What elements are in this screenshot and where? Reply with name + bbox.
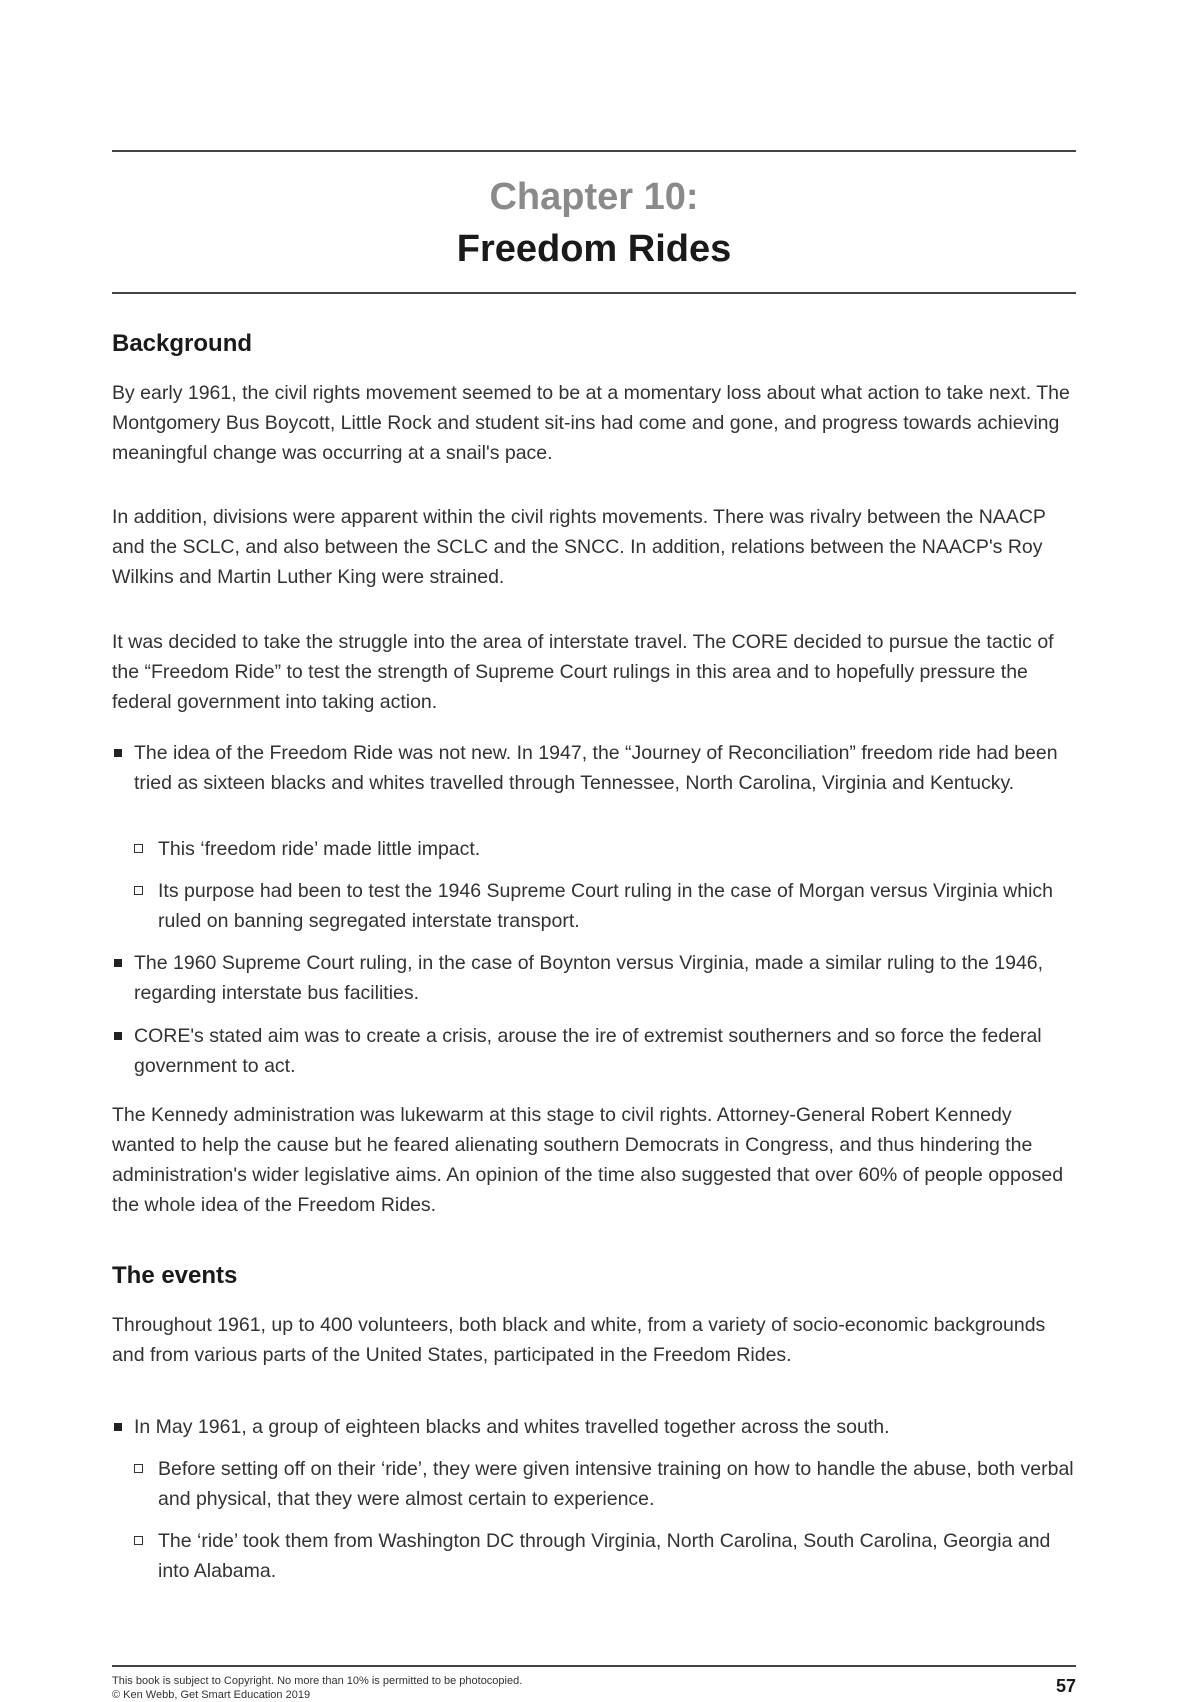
sub-list-item-text: Before setting off on their ‘ride’, they were given intensive training on how to handle the abuse, both verbal and physical, that they were almost certain to experience. [158,1458,1074,1510]
background-paragraph-2: In addition, divisions were apparent within the civil rights movements. There was rivalry between the NAACP and the SCLC, and also between the SCLC and the SNCC. In addition, relations between the NAACP's Roy Wilkins and Martin Luther King were strained. [112,506,1046,588]
sub-list-item [134,876,1076,936]
section-heading-events: The events [112,1262,238,1289]
sub-list-item [134,834,1076,864]
events-paragraph-1: Throughout 1961, up to 400 volunteers, both black and white, from a variety of socio-economic backgrounds and from various parts of the United States, participated in the Freedom Rides. [112,1314,1046,1366]
top-rule [112,150,1076,152]
list-item [112,948,1076,1008]
list-item-text: In May 1961, a group of eighteen blacks and whites travelled together across the south. [134,1416,890,1438]
hollow-square-bullet-icon [134,1464,143,1473]
square-bullet-icon [114,1032,122,1040]
title-bottom-rule [112,292,1076,294]
footer-rule [112,1665,1076,1667]
background-paragraph-4: The Kennedy administration was lukewarm at this stage to civil rights. Attorney-General Robert Kennedy wanted to help the cause but he feared alienating southern Democrats in Congress, and thus hindering the administration's wider legislative aims. An opinion of the time also suggested that over 60% of people opposed the whole idea of the Freedom Rides. [112,1104,1064,1216]
sub-list-item [134,1454,1076,1514]
list-item [112,738,1076,798]
square-bullet-icon [114,749,122,757]
copyright-line: This book is subject to Copyright. No more than 10% is permitted to be photocopied. [112,1675,523,1687]
list-item-text: The idea of the Freedom Ride was not new. In 1947, the “Journey of Reconciliation” freedom ride had been tried as sixteen blacks and whites travelled through Tennessee, North Carolina, Virginia and Kentucky. [134,742,1058,794]
list-item [112,1021,1076,1081]
background-paragraph-3: It was decided to take the struggle into the area of interstate travel. The CORE decided to pursue the tactic of the “Freedom Ride” to test the strength of Supreme Court rulings in this area and to hopefully pressure the federal government into taking action. [112,631,1054,713]
page-number: 57 [1055,1676,1076,1696]
copyright-line: © Ken Webb, Get Smart Education 2019 [112,1689,311,1701]
sub-list-item-text: This ‘freedom ride’ made little impact. [158,838,481,860]
sub-list-item [134,1526,1076,1586]
list-item [112,1412,1076,1442]
hollow-square-bullet-icon [134,886,143,895]
chapter-number: Chapter 10: [489,176,699,218]
list-item-text: CORE's stated aim was to create a crisis, arouse the ire of extremist southerners and so force the federal government to act. [134,1025,1042,1077]
list-item-text: The 1960 Supreme Court ruling, in the case of Boynton versus Virginia, made a similar ruling to the 1946, regarding interstate bus facilities. [134,952,1044,1004]
hollow-square-bullet-icon [134,1536,143,1545]
chapter-title: Freedom Rides [456,228,732,270]
hollow-square-bullet-icon [134,844,143,853]
sub-list-item-text: Its purpose had been to test the 1946 Supreme Court ruling in the case of Morgan versus Virginia which ruled on banning segregated interstate transport. [158,880,1053,932]
square-bullet-icon [114,1423,122,1431]
copyright-notice [112,1674,812,1702]
section-heading-background: Background [112,330,253,357]
square-bullet-icon [114,959,122,967]
background-paragraph-1: By early 1961, the civil rights movement seemed to be at a momentary loss about what action to take next. The Montgomery Bus Boycott, Little Rock and student sit-ins had come and gone, and progress towards achieving meaningful change was occurring at a snail's pace. [112,382,1070,464]
sub-list-item-text: The ‘ride’ took them from Washington DC through Virginia, North Carolina, South Carolina, Georgia and into Alabama. [158,1530,1051,1582]
